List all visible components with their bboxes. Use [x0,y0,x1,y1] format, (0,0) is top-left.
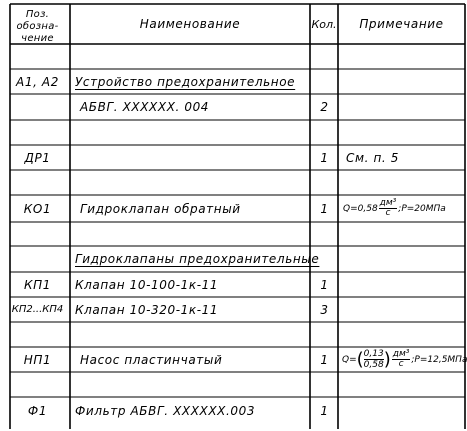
row-3-note: См. п. 5 [346,150,399,165]
flow-pressure-formula: Q= 0,58 $\frac{\text{дм³}}{с}$ ; P=20МПа [343,198,446,218]
row-6-position: КП1 [24,277,51,292]
unit-fraction: $\frac{\text{дм³}}{с}$ [392,349,410,369]
row-3-quantity: 1 [320,150,329,165]
row-4-position: КО1 [23,201,52,216]
row-1-name: Устройство предохранительное [75,74,296,89]
row-9-name: Фильтр АБВГ. XXXXXX.003 [75,404,256,418]
header-note: Примечание [359,17,444,31]
row-8-quantity: 1 [320,352,329,367]
row-8-name: Насос пластинчатый [80,352,223,367]
flow-range: 0,13 0,58 [363,349,384,370]
row-7-name: Клапан 10-320-1к-11 [75,302,219,317]
row-7-quantity: 3 [320,302,329,317]
row-5-name: Гидроклапаны предохранительные [75,252,320,266]
header-position [10,9,65,45]
row-1-position: А1, А2 [16,74,59,89]
row-6-name: Клапан 10-100-1к-11 [75,277,219,292]
header-position-line-1: Поз. [25,9,50,20]
header-position-line-2: обозна- [16,21,59,32]
row-9-quantity: 1 [320,404,329,418]
row-2-quantity: 2 [320,100,329,114]
row-4-name: Гидроклапан обратный [80,201,241,216]
row-2-name: АБВГ. XXXXXX. 004 [80,100,210,114]
row-4-quantity: 1 [320,201,329,216]
row-3-position: ДР1 [24,150,51,165]
row-4-note [340,195,465,222]
header-position-line-3: чение [21,33,54,44]
unit-fraction: $\frac{\text{дм³}}{с}$ [379,198,397,218]
row-9-position: Ф1 [27,404,48,418]
row-8-note [340,347,465,372]
row-6-quantity: 1 [320,277,329,292]
header-quantity: Кол. [311,17,337,31]
row-8-position: НП1 [23,352,52,367]
flow-pressure-formula: Q= ( 0,13 0,58 ) $\frac{\text{дм³}}{с}$ ; P=12,5МПа [342,348,467,370]
header-name: Наименование [139,17,241,31]
row-7-position: КП2...КП4 [11,304,64,315]
